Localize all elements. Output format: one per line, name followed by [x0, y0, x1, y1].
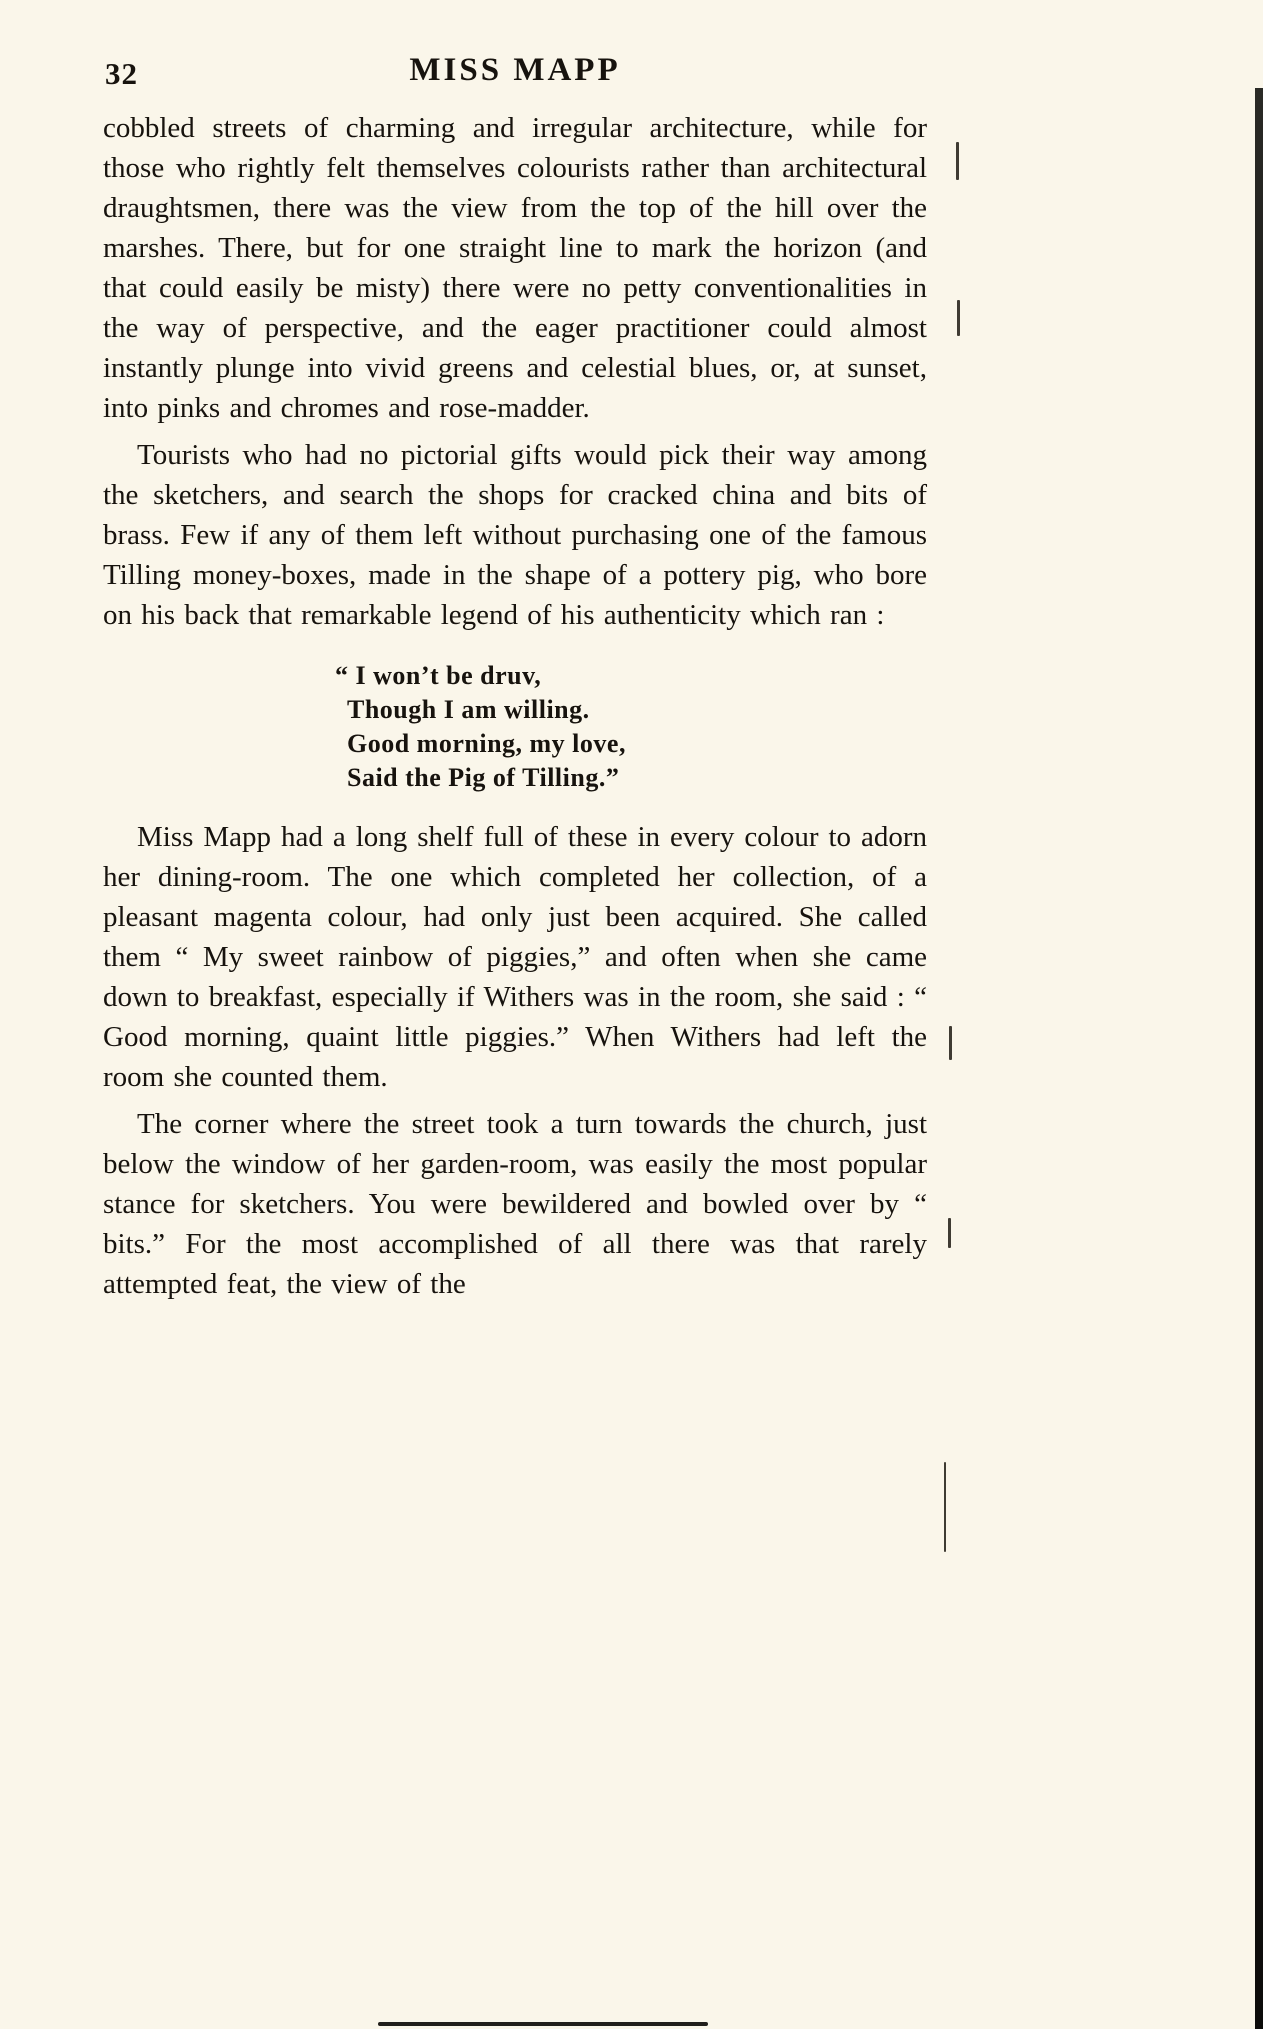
paragraph: Tourists who had no pictorial gifts would pick their way among the sketchers, and search the shops for cracked china and bits of brass. Few if any of them left without purchasing one of the famous Tilling money-boxes, made in the shape of a pottery pig, who bore on his back that remarkable legend of his authenticity which ran :	[103, 439, 927, 631]
scan-artifact	[378, 2022, 708, 2026]
body-text	[103, 108, 927, 1304]
running-head	[103, 52, 927, 98]
scan-artifact	[948, 1218, 951, 1248]
scan-artifact	[956, 142, 959, 180]
paragraph: Miss Mapp had a long shelf full of these in every colour to adorn her dining-room. The one which completed her collection, of a pleasant magenta colour, had only just been acquired. She called them “ My sweet rainbow of piggies,” and often when she came down to breakfast, especially if Withers was in the room, she said : “ Good morning, quaint little piggies.” When Withers had left the room she counted them.	[103, 821, 927, 1093]
paragraph-continuation: cobbled streets of charming and irregular architecture, while for those who rightly felt themselves colourists rather than architectural draughtsmen, there was the view from the top of the hill over the marshes. There, but for one straight line to mark the horizon (and that could easily be misty) there were no petty conventionalities in the way of perspective, and the eager practitioner could almost instantly plunge into vivid greens and celestial blues, or, at sunset, into pinks and chromes and rose-madder.	[103, 112, 927, 424]
scan-artifact	[949, 1026, 952, 1060]
verse-line: Though I am willing.	[347, 695, 590, 724]
scan-edge-artifact	[1255, 88, 1263, 2029]
verse-line: “ I won’t be druv,	[335, 661, 542, 690]
scan-artifact	[957, 300, 960, 336]
verse-block	[335, 659, 927, 795]
verse-line: Said the Pig of Tilling.”	[347, 763, 620, 792]
paragraph: The corner where the street took a turn towards the church, just below the window of her garden-room, was easily the most popular stance for sketchers. You were bewildered and bowled over by “ bits.” For the most accomplished of all there was that rarely attempted feat, the view of the	[103, 1108, 927, 1300]
page-title: MISS MAPP	[409, 52, 621, 88]
verse-line: Good morning, my love,	[347, 729, 626, 758]
page-number: 32	[105, 56, 138, 91]
scan-artifact	[944, 1462, 946, 1552]
